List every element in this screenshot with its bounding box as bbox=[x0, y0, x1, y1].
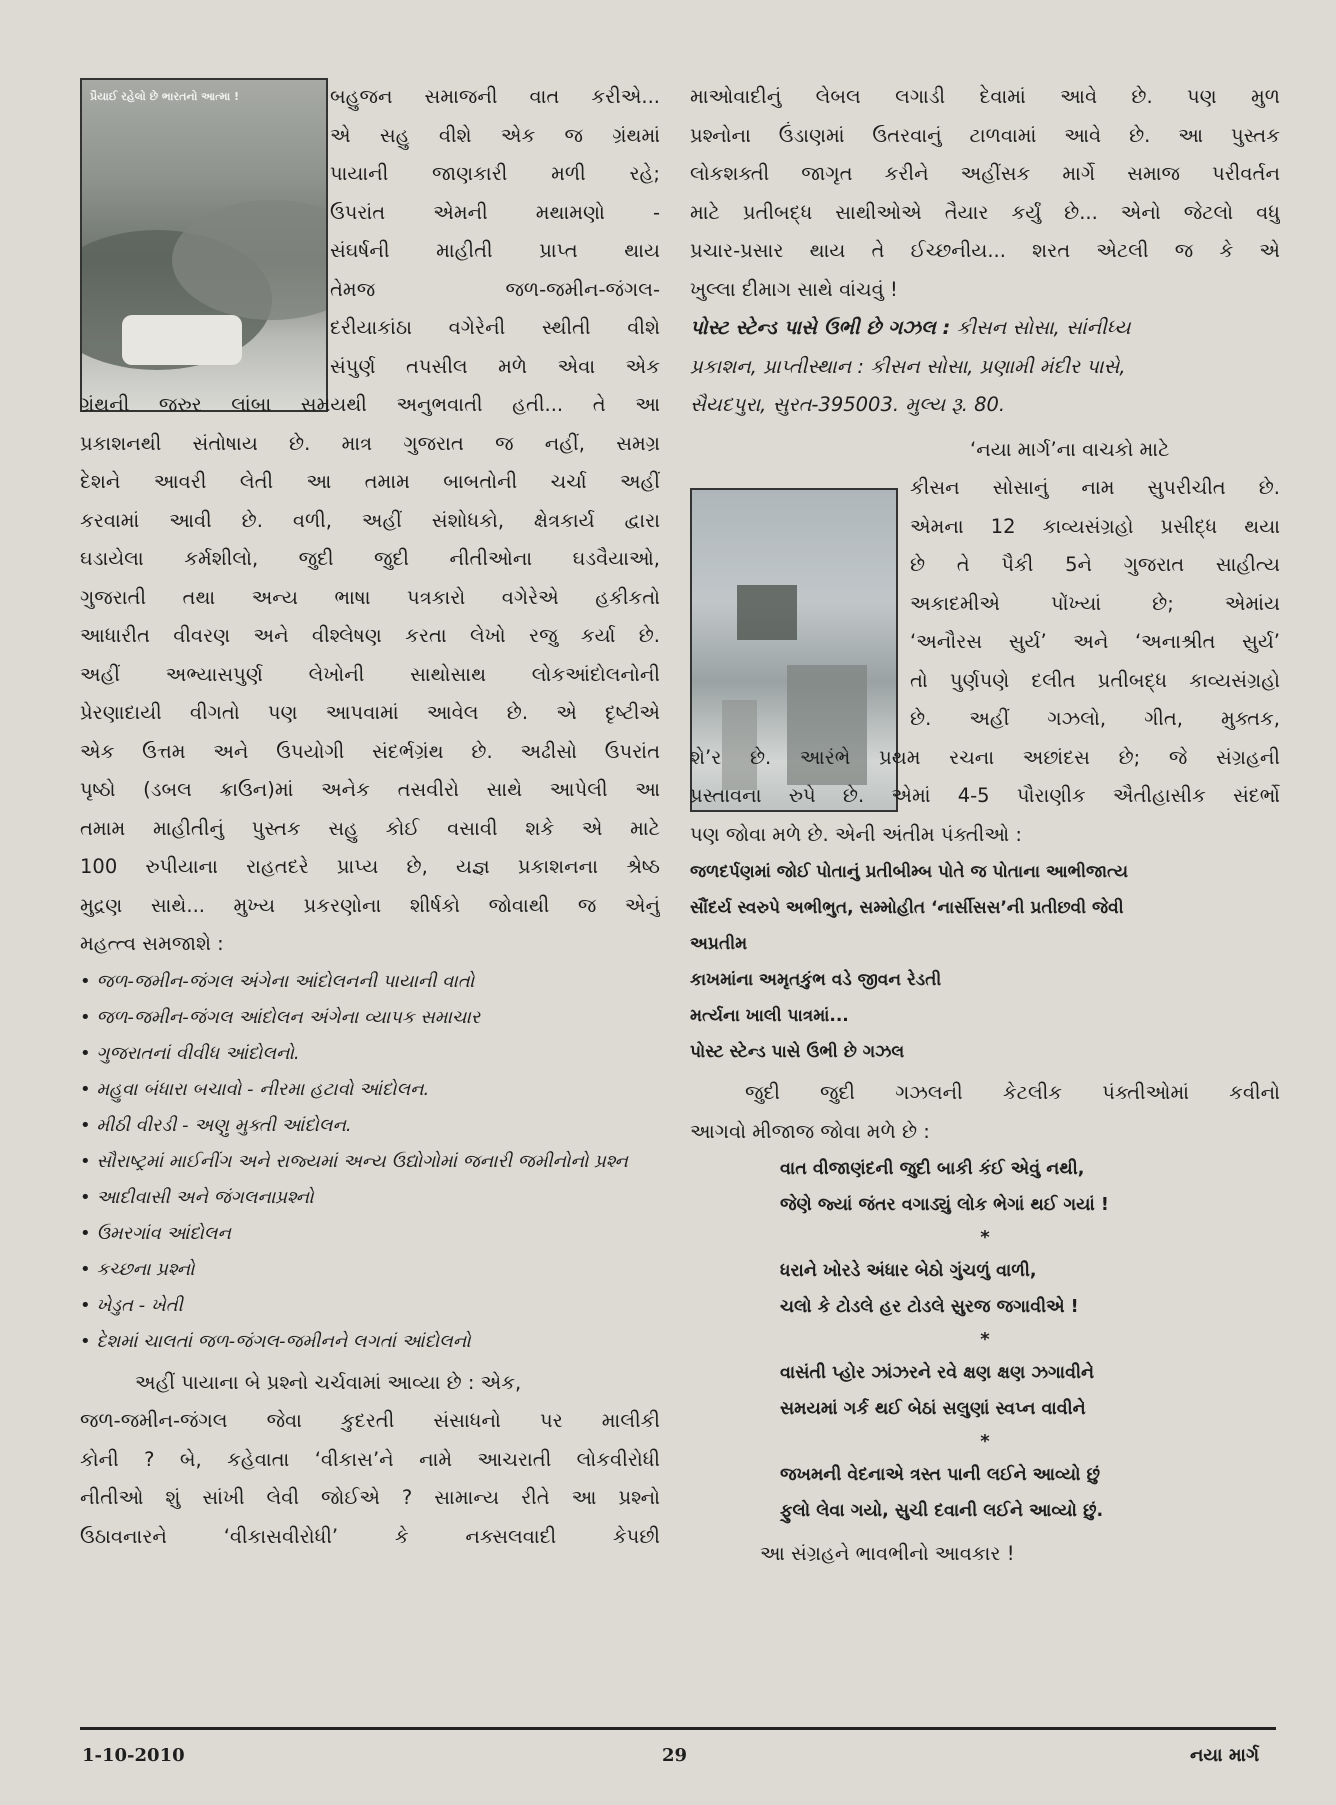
couplet-line: જેણે જ્યાં જંતર વગાડ્યું લોક ભેગાં થઈ ગયાં ! bbox=[780, 1195, 1109, 1215]
text-line: એક ઉત્તમ અને ઉપયોગી સંદર્ભગ્રંથ છે. અઢીસો ઉપરાંત bbox=[80, 739, 660, 763]
book-author-publisher: કીસન સોસા, સાંનીધ્ય bbox=[956, 316, 1131, 339]
book-title: પોસ્ટ સ્ટેન્ડ પાસે ઉભી છે ગઝલ : bbox=[690, 316, 951, 339]
text-line: પ્રકાશનથી સંતોષાય છે. માત્ર ગુજરાત જ નહીં, સમગ્ર bbox=[80, 431, 660, 455]
book-details-line: સૈયદપુરા, સુરત-395003. મુલ્ય રૂ. 80. bbox=[690, 393, 1006, 416]
left-closing bbox=[80, 1364, 660, 1557]
list-item-text: • સૌરાષ્ટ્રમાં માઈનીંગ અને રાજ્યમાં અન્ય ઉદ્યોગોમાં જનારી જમીનોનો પ્રશ્ન bbox=[80, 1150, 628, 1172]
text-line: માઓવાદીનું લેબલ લગાડી દેવામાં આવે છે. પણ મુળ bbox=[690, 85, 1280, 108]
text-line: માટે પ્રતીબદ્ધ સાથીઓએ તૈયાર કર્યું છે... એનો જેટલો વધુ bbox=[690, 200, 1280, 224]
text-line: તેમજ જળ-જમીન-જંગલ- bbox=[330, 277, 660, 301]
list-item bbox=[80, 1144, 660, 1180]
text-line: ઘડાયેલા કર્મશીલો, જુદી જુદી નીતીઓના ઘડવૈયાઓ, bbox=[80, 547, 660, 570]
text-line: પૃષ્ઠો (ડબલ ક્રાઉન)માં અનેક તસવીરો સાથે આપેલી આ bbox=[80, 778, 660, 801]
book-details-line: પ્રકાશન, પ્રાપ્તીસ્થાન : કીસન સોસા, પ્રણામી મંદીર પાસે, bbox=[690, 354, 1126, 378]
text-line: બહુજન સમાજની વાત કરીએ... bbox=[330, 85, 660, 108]
text-line: અકાદમીએ પોંખ્યાં છે; એમાંય bbox=[910, 591, 1280, 615]
text-line: નીતીઓ શું સાંખી લેવી જોઈએ ? સામાન્ય રીતે આ પ્રશ્નો bbox=[80, 1486, 660, 1509]
text-line: ‘અનૌરસ સુર્ય’ અને ‘અનાશ્રીત સુર્ય’ bbox=[910, 630, 1280, 653]
book-details bbox=[690, 309, 1280, 425]
text-line: પણ જોવા મળે છે. એની અંતીમ પંક્તીઓ : bbox=[690, 822, 1022, 846]
text-line: ઉઠાવનારને ‘વીકાસવીરોધી’ કે નક્સલવાદી કેપછી bbox=[80, 1524, 660, 1548]
quote-line: પોસ્ટ સ્ટેન્ડ પાસે ઉભી છે ગઝલ bbox=[690, 1042, 905, 1062]
book-details-line bbox=[690, 309, 1280, 348]
left-body bbox=[80, 386, 660, 964]
couplet-line: ફુલો લેવા ગયો, સુચી દવાની લઈને આવ્યો છું. bbox=[780, 1501, 1104, 1521]
list-item: • દેશમાં ચાલતાં જળ-જંગલ-જમીનને લગતાં આંદોલનો bbox=[80, 1330, 471, 1352]
list-item: • મહુવા બંધારા બચાવો - નીરમા હટાવો આંદોલન. bbox=[80, 1078, 430, 1100]
ghazal-intro bbox=[690, 1074, 1280, 1151]
text-line: પ્રચાર-પ્રસાર થાય તે ઈચ્છનીય... શરત એટલી જ કે એ bbox=[690, 239, 1280, 262]
list-item: • જળ-જમીન-જંગલ અંગેના આંદોલનની પાયાની વાતો bbox=[80, 970, 475, 992]
text-line: દરીયાકાંઠા વગેરેની સ્થીતી વીશે bbox=[330, 316, 660, 339]
separator-star: * bbox=[980, 1329, 990, 1350]
text-line: આગવો મીજાજ જોવા મળે છે : bbox=[690, 1119, 930, 1143]
list-item: • મીઠી વીરડી - અણુ મુક્તી આંદોલન. bbox=[80, 1114, 352, 1136]
list-item: • આદીવાસી અને જંગલનાપ્રશ્નો bbox=[80, 1186, 314, 1208]
text-line: એમના 12 કાવ્યસંગ્રહો પ્રસીદ્ધ થયા bbox=[910, 514, 1280, 538]
text-line: સંઘર્ષની માહીતી પ્રાપ્ત થાય bbox=[330, 239, 660, 262]
text-line: ખુલ્લા દીમાગ સાથે વાંચવું ! bbox=[690, 277, 898, 301]
separator-star: * bbox=[980, 1227, 990, 1248]
text-line: પાયાની જાણકારી મળી રહે; bbox=[330, 162, 660, 185]
quote-line: કાખમાંના અમૃતકુંભ વડે જીવન રેડતી bbox=[690, 970, 942, 990]
text-line: ઉપરાંત એમની મથામણો - bbox=[330, 200, 660, 224]
text-line: તમામ માહીતીનું પુસ્તક સહુ કોઈ વસાવી શકે એ માટે bbox=[80, 816, 660, 840]
list-item: • ગુજરાતનાં વીવીધ આંદોલનો. bbox=[80, 1042, 300, 1064]
couplet-line: વાત વીજાણંદની જુદી બાકી કંઈ એવું નથી, bbox=[780, 1159, 1085, 1179]
text-line: કીસન સોસાનું નામ સુપરીચીત છે. bbox=[910, 476, 1280, 499]
couplet-line: જખમની વેદનાએ ત્રસ્ત પાની લઈને આવ્યો છું bbox=[780, 1465, 1101, 1485]
text-line: કરવામાં આવી છે. વળી, અહીં સંશોધકો, ક્ષેત્રકાર્ય દ્વારા bbox=[80, 508, 660, 532]
text-line: અહીં અભ્યાસપુર્ણ લેખોની સાથોસાથ લોકઆંદોલનોની bbox=[80, 662, 660, 686]
right-column bbox=[690, 78, 1280, 1574]
text-line: પ્રસ્તાવના રુપે છે. એમાં 4-5 પૌરાણીક ઐતીહાસીક સંદર્ભો bbox=[690, 784, 1280, 807]
separator-star: * bbox=[980, 1431, 990, 1452]
text-line: કોની ? બે, કહેવાતા ‘વીકાસ’ને નામે આચરાતી લોકવીરોધી bbox=[80, 1447, 660, 1471]
text-line: તો પુર્ણપણે દલીત પ્રતીબદ્ધ કાવ્યસંગ્રહો bbox=[910, 668, 1280, 692]
list-item: • ઉમરગાંવ આંદોલન bbox=[80, 1222, 231, 1244]
text-line: એ સહુ વીશે એક જ ગ્રંથમાં bbox=[330, 123, 660, 147]
right-after-wrap bbox=[690, 739, 1280, 855]
left-intro-wrap bbox=[330, 78, 660, 386]
ghazal-couplets bbox=[690, 1151, 1280, 1529]
list-item: • ખેડુત - ખેતી bbox=[80, 1294, 183, 1316]
couplet-line: વાસંતી પ્હોર ઝાંઝરને રવે ક્ષણ ક્ષણ ઝગાવીને bbox=[780, 1363, 1095, 1383]
text-line: જુદી જુદી ગઝલની કેટલીક પંક્તીઓમાં કવીનો bbox=[745, 1081, 1280, 1104]
list-item: • કચ્છના પ્રશ્નો bbox=[80, 1258, 195, 1280]
text-line: આધારીત વીવરણ અને વીશ્લેષણ કરતા લેખો રજુ કર્યા છે. bbox=[80, 624, 660, 647]
quote-line: જળદર્પણમાં જોઈ પોતાનું પ્રતીબીમ્બ પોતે જ પોતાના આભીજાત્ય bbox=[690, 862, 1129, 882]
quote-line: સૌંદર્ય સ્વરુપે અભીભુત, સમ્મોહીત ‘નાર્સીસસ’ની પ્રતીછવી જેવી bbox=[690, 898, 1124, 918]
text-line: 100 રુપીયાના રાહતદરે પ્રાપ્ય છે, યજ્ઞ પ્રકાશનના શ્રેષ્ઠ bbox=[80, 855, 660, 878]
chapter-list bbox=[80, 964, 660, 1360]
text-line: ‘નયા માર્ગ’ના વાચકો માટે bbox=[970, 437, 1170, 461]
text-line: ગ્રંથની જરુર લાંબા સમયથી અનુભવાતી હતી... તે આ bbox=[80, 393, 660, 416]
list-item: • જળ-જમીન-જંગલ આંદોલન અંગેના વ્યાપક સમાચાર bbox=[80, 1006, 481, 1028]
text-line: અહીં પાયાના બે પ્રશ્નો ચર્ચવામાં આવ્યા છે : એક, bbox=[135, 1370, 522, 1394]
text-line: છે. અહીં ગઝલો, ગીત, મુક્તક, bbox=[910, 707, 1280, 730]
couplet-line: ચલો કે ટોડલે હર ટોડલે સુરજ જગાવીએ ! bbox=[780, 1297, 1079, 1317]
text-line: ગુજરાતી તથા અન્ય ભાષા પત્રકારો વગેરેએ હકીકતો bbox=[80, 585, 660, 609]
text-line: મહત્ત્વ સમજાશે : bbox=[80, 932, 224, 955]
closing-line: આ સંગ્રહને ભાવભીનો આવકાર ! bbox=[760, 1542, 1015, 1565]
text-line: દેશને આવરી લેતી આ તમામ બાબતોની ચર્ચા અહીં bbox=[80, 470, 660, 493]
quote-line: અપ્રતીમ bbox=[690, 934, 748, 954]
right-top bbox=[690, 78, 1280, 309]
text-line: પ્રેરણાદાયી વીગતો પણ આપવામાં આવેલ છે. એ દૃષ્ટીએ bbox=[80, 701, 660, 724]
footer-rule bbox=[80, 1727, 1276, 1730]
text-line: છે તે પૈકી 5ને ગુજરાત સાહીત્ય bbox=[910, 553, 1280, 576]
text-line: પ્રશ્નોના ઉંડાણમાં ઉતરવાનું ટાળવામાં આવે છે. આ પુસ્તક bbox=[690, 123, 1280, 147]
couplet-line: ધરાને ખોરડે અંધાર બેઠો ગુંચળું વાળી, bbox=[780, 1261, 1037, 1281]
left-column bbox=[80, 78, 660, 1556]
footer-date: 1-10-2010 bbox=[82, 1745, 185, 1766]
text-line: જળ-જમીન-જંગલ જેવા કુદરતી સંસાધનો પર માલીકી bbox=[80, 1409, 660, 1432]
couplet-line: સમયમાં ગર્ક થઈ બેઠાં સલુણાં સ્વપ્ન વાવીને bbox=[780, 1399, 1086, 1419]
text-line: લોકશક્તી જાગૃત કરીને અહીંસક માર્ગે સમાજ પરીવર્તન bbox=[690, 162, 1280, 185]
right-wrap bbox=[910, 431, 1280, 739]
text-line: શે’ર છે. આરંભે પ્રથમ રચના અછાંદસ છે; જે સંગ્રહની bbox=[690, 745, 1280, 769]
book-cover-title: પ્રૈયાઈ રહેલો છે ભારતનો આત્મા ! bbox=[90, 90, 240, 103]
poem-quote bbox=[690, 854, 1280, 1070]
page-number: 29 bbox=[662, 1745, 688, 1766]
magazine-name: નયા માર્ગ bbox=[1190, 1745, 1260, 1766]
quote-line: મર્ત્યના ખાલી પાત્રમાં... bbox=[690, 1006, 849, 1026]
text-line: મુદ્રણ સાથે... મુખ્ય પ્રકરણોના શીર્ષકો જોવાથી જ એનું bbox=[80, 893, 660, 917]
text-line: સંપુર્ણ તપસીલ મળે એવા એક bbox=[330, 354, 660, 378]
